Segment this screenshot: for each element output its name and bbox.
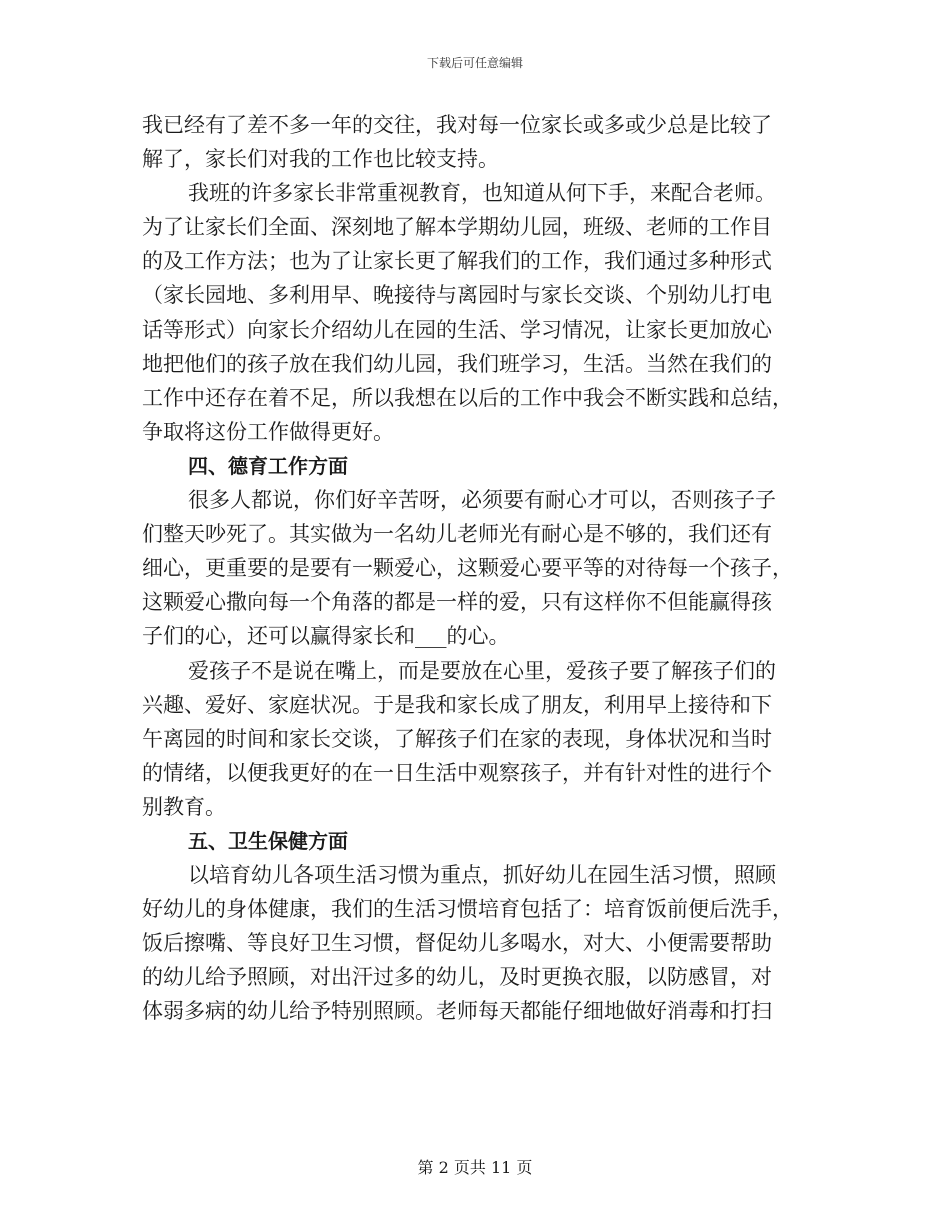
paragraph-line: 这颗爱心撒向每一个角落的都是一样的爱，只有这样你不但能赢得孩 [142,590,772,615]
paragraph-line: 以培育幼儿各项生活习惯为重点，抓好幼儿在园生活习惯，照顾 [188,863,776,888]
paragraph-line: 细心，更重要的是要有一颗爱心，这颗爱心要平等的对待每一个孩子， [142,556,793,581]
document-body [142,108,822,1029]
paragraph-line: 好幼儿的身体健康，我们的生活习惯培育包括了：培育饭前便后洗手， [142,897,793,922]
paragraph-line: 们整天吵死了。其实做为一名幼儿老师光有耐心是不够的，我们还有 [142,522,772,547]
paragraph-line: 我班的许多家长非常重视教育，也知道从何下手，来配合老师。 [188,181,776,206]
paragraph-line: 别教育。 [142,794,226,819]
paragraph-line: 的幼儿给予照顾，对出汗过多的幼儿，及时更换衣服，以防感冒，对 [142,965,772,990]
paragraph-line: 爱孩子不是说在嘴上，而是要放在心里，爱孩子要了解孩子们的 [188,658,776,683]
page-number: 第 2 页共 11 页 [417,1158,533,1177]
paragraph-line: 子们的心，还可以赢得家长和___的心。 [142,624,510,649]
paragraph-line: 的及工作方法；也为了让家长更了解我们的工作，我们通过多种形式 [142,249,772,274]
paragraph-line: （家长园地、多利用早、晚接待与离园时与家长交谈、个别幼儿打电 [142,283,772,308]
paragraph-line: 解了，家长们对我的工作也比较支持。 [142,147,499,172]
paragraph-line: 工作中还存在着不足，所以我想在以后的工作中我会不断实践和总结， [142,385,793,410]
paragraph-line: 饭后擦嘴、等良好卫生习惯，督促幼儿多喝水，对大、小便需要帮助 [142,931,772,956]
paragraph-line: 的情绪，以便我更好的在一日生活中观察孩子，并有针对性的进行个 [142,760,772,785]
paragraph-line: 我已经有了差不多一年的交往，我对每一位家长或多或少总是比较了 [142,113,772,137]
paragraph-line: 兴趣、爱好、家庭状况。于是我和家长成了朋友，利用早上接待和下 [142,692,772,717]
paragraph-line: 午离园的时间和家长交谈，了解孩子们在家的表现，身体状况和当时 [142,726,772,751]
paragraph-line: 很多人都说，你们好辛苦呀，必须要有耐心才可以，否则孩子子 [188,488,776,513]
paragraph-line: 地把他们的孩子放在我们幼儿园，我们班学习，生活。当然在我们的 [142,351,772,376]
paragraph-line: 体弱多病的幼儿给予特别照顾。老师每天都能仔细地做好消毒和打扫 [142,999,772,1024]
section-heading: 四、德育工作方面 [188,453,348,478]
paragraph-line: 争取将这份工作做得更好。 [142,419,394,444]
page-header: 下载后可任意编辑 [426,56,523,70]
paragraph-line: 话等形式）向家长介绍幼儿在园的生活、学习情况，让家长更加放心 [142,317,772,342]
section-heading: 五、卫生保健方面 [188,828,348,853]
paragraph-line: 为了让家长们全面、深刻地了解本学期幼儿园，班级、老师的工作目 [142,215,772,240]
